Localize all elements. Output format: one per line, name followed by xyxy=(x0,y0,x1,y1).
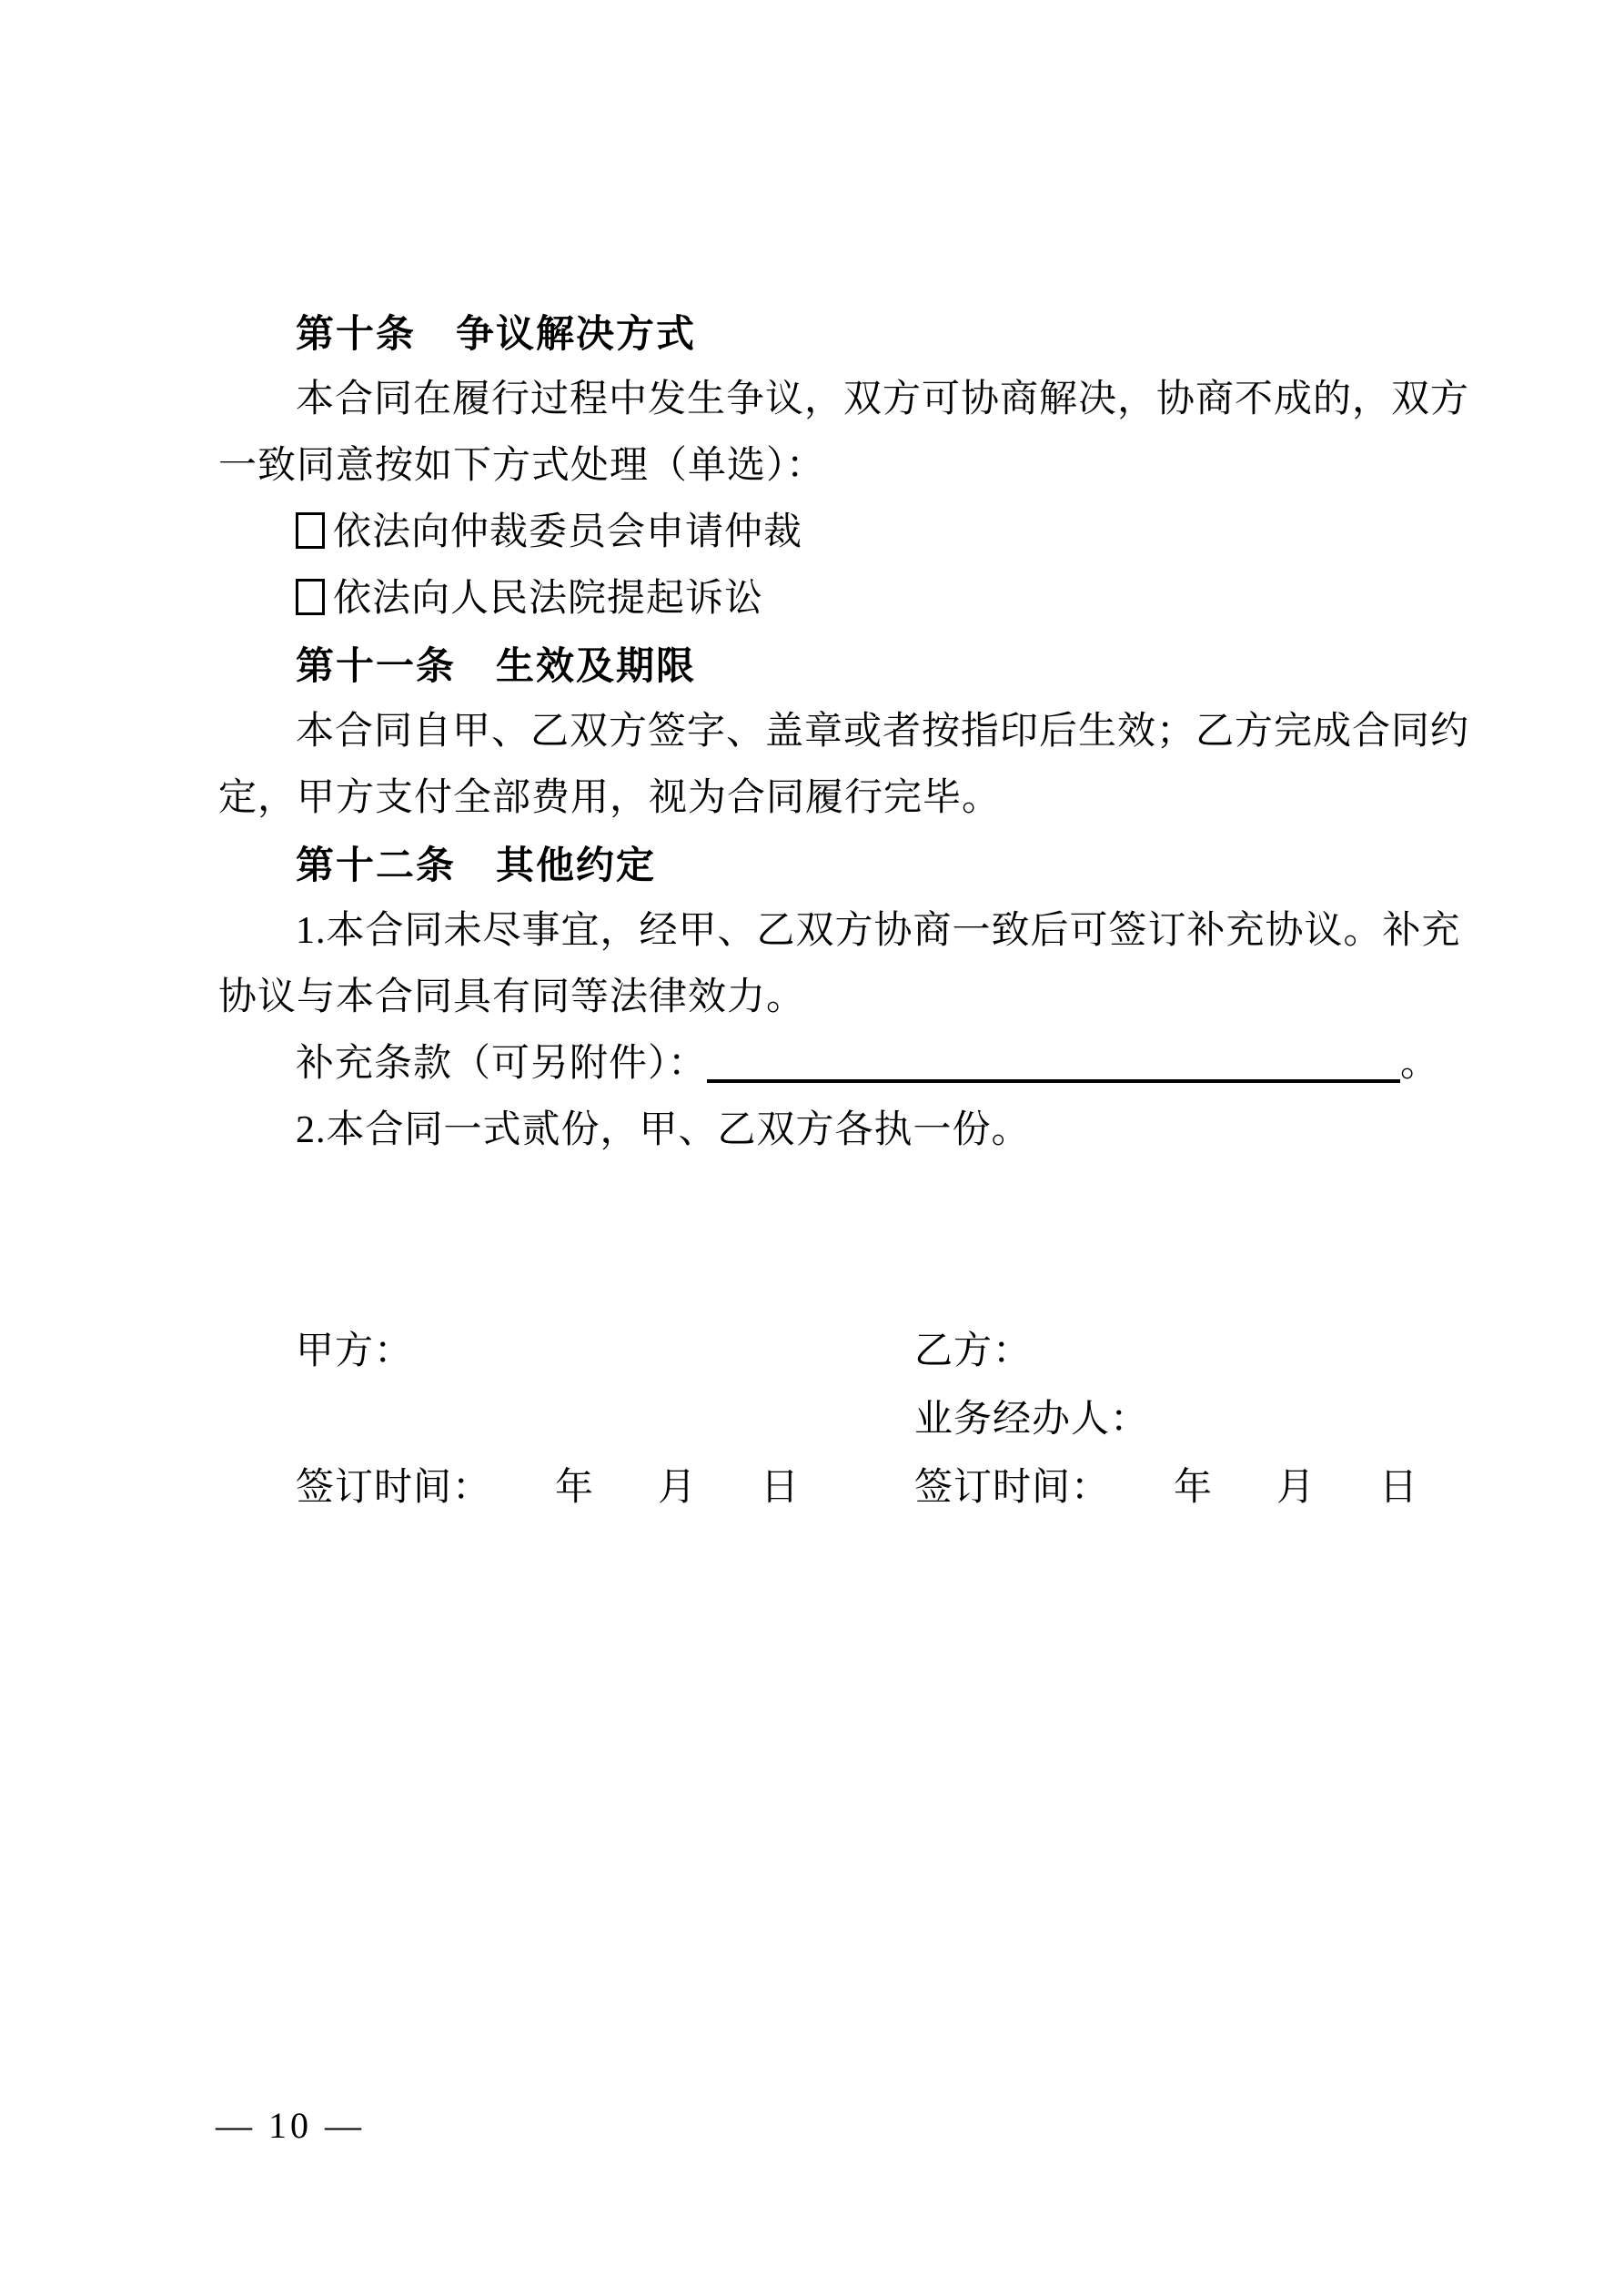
dispute-option-litigation-label: 依法向人民法院提起诉讼 xyxy=(333,578,764,620)
party-b-month-label: 月 xyxy=(1276,1467,1316,1509)
dispute-option-arbitration-label: 依法向仲裁委员会申请仲裁 xyxy=(333,511,803,553)
party-a-label: 甲方： xyxy=(296,1330,414,1372)
party-b-sign-date-label: 签订时间： xyxy=(914,1467,1111,1509)
article-11-paragraph-line-1: 本合同自甲、乙双方签字、盖章或者按指印后生效；乙方完成合同约 xyxy=(296,711,1470,753)
party-a-sign-date-row xyxy=(296,1454,914,1522)
article-12-clause-1-line-1: 1.本合同未尽事宜，经甲、乙双方协商一致后可签订补充协议。补充 xyxy=(296,910,1461,952)
dispute-option-arbitration[interactable] xyxy=(218,500,1456,566)
supplement-clause-terminator: 。 xyxy=(1400,1043,1440,1085)
article-11-heading: 第十一条 生效及期限 xyxy=(296,644,697,687)
article-10-heading: 第十条 争议解决方式 xyxy=(296,312,697,355)
party-a-year-label: 年 xyxy=(555,1467,595,1509)
article-12-clause-1-line-2: 协议与本合同具有同等法律效力。 xyxy=(218,976,806,1018)
party-a-spacer-row xyxy=(296,1386,914,1454)
party-b-signature-column xyxy=(914,1318,1469,1522)
party-b-day-label: 日 xyxy=(1379,1467,1419,1509)
page-number: — 10 — xyxy=(216,2105,365,2146)
dispute-option-litigation[interactable] xyxy=(218,566,1456,632)
article-11-paragraph-line-2: 定，甲方支付全部费用，视为合同履行完毕。 xyxy=(218,777,1002,819)
checkbox-empty-icon[interactable] xyxy=(296,579,325,615)
party-a-signature-column xyxy=(296,1318,914,1522)
party-b-label: 乙方： xyxy=(914,1330,1033,1372)
agent-label: 业务经办人： xyxy=(914,1399,1150,1441)
supplement-clause-line xyxy=(218,1031,1456,1097)
article-12-clause-2: 2.本合同一式贰份，甲、乙双方各执一份。 xyxy=(296,1109,1031,1151)
supplement-clause-label: 补充条款（可另附件）： xyxy=(296,1043,708,1085)
party-a-month-label: 月 xyxy=(658,1467,698,1509)
article-12-heading: 第十二条 其他约定 xyxy=(296,844,657,886)
contract-body xyxy=(218,300,1470,1164)
article-10-paragraph-line-1: 本合同在履行过程中发生争议，双方可协商解决，协商不成的，双方 xyxy=(296,379,1470,420)
party-b-sign-date-row xyxy=(914,1454,1469,1522)
checkbox-empty-icon[interactable] xyxy=(296,512,325,549)
party-a-day-label: 日 xyxy=(761,1467,801,1509)
party-b-year-label: 年 xyxy=(1174,1467,1214,1509)
supplement-blank-line[interactable] xyxy=(707,1037,1400,1083)
signature-block xyxy=(296,1318,1469,1522)
article-10-paragraph-line-2: 一致同意按如下方式处理（单选）： xyxy=(218,445,826,487)
party-a-sign-date-label: 签订时间： xyxy=(296,1467,492,1509)
